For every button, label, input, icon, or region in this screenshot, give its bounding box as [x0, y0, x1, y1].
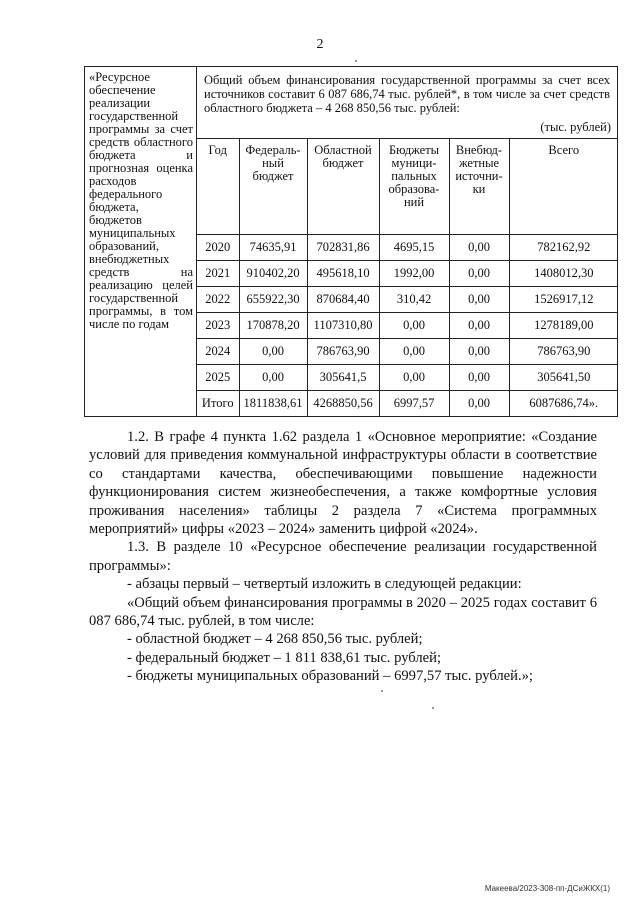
cell-federal: 0,00: [239, 339, 307, 365]
cell-municipal: 6997,57: [379, 391, 449, 417]
cell-federal: 1811838,61: [239, 391, 307, 417]
cell-federal: 74635,91: [239, 235, 307, 261]
footer-reference: Макеева/2023-308-пп-ДСиЖКХ(1): [484, 884, 610, 893]
cell-extrabudgetary: 0,00: [449, 339, 509, 365]
cell-total: 786763,90: [509, 339, 618, 365]
table-header-row: [197, 139, 618, 235]
resource-table: [84, 66, 618, 417]
cell-extrabudgetary: 0,00: [449, 365, 509, 391]
table-row: [197, 287, 618, 313]
cell-total: 6087686,74».: [509, 391, 618, 417]
cell-municipal: 0,00: [379, 313, 449, 339]
list-item-regional: - областной бюджет – 4 268 850,56 тыс. рублей;: [127, 631, 423, 648]
body-text: [89, 428, 597, 686]
scan-dot: [381, 690, 383, 692]
cell-municipal: 4695,15: [379, 235, 449, 261]
list-item-municipal: - бюджеты муниципальных образований – 6997,57 тыс. рублей.»;: [127, 668, 533, 685]
table-row: [197, 261, 618, 287]
financing-summary: Общий объем финансирования государственной программы за счет всех источников составит 6 087 686,74 тыс. рублей*, в том числе за счет средств областного бюджета – 4 268 850,56 тыс. рублей:: [204, 73, 610, 115]
table-total-row: [197, 391, 618, 417]
paragraph-abzacy: - абзацы первый – четвертый изложить в следующей редакции:: [127, 576, 522, 593]
cell-regional: 495618,10: [307, 261, 379, 287]
table-row: [197, 365, 618, 391]
cell-regional: 1107310,80: [307, 313, 379, 339]
cell-year: 2024: [197, 339, 239, 365]
paragraph-1-2: 1.2. В графе 4 пункта 1.62 раздела 1 «Основное мероприятие: «Создание условий для приведения коммунальной инфраструктуры области в соответствие со стандартами качества, обеспечивающими повышение надежности функционирования систем жизнеобеспечения, а также комфортные условия проживания населения» таблицы 2 раздела 7 «Система программных мероприятий» цифры «2023 – 2024» заменить цифрой «2024».: [89, 429, 597, 538]
cell-total: 1526917,12: [509, 287, 618, 313]
header-year: Год: [197, 139, 239, 235]
cell-year: 2022: [197, 287, 239, 313]
cell-extrabudgetary: 0,00: [449, 391, 509, 417]
header-extrabudgetary: Внебюд-жетные источни-ки: [449, 139, 509, 235]
cell-regional: 702831,86: [307, 235, 379, 261]
cell-year: 2020: [197, 235, 239, 261]
financing-table: [197, 138, 618, 416]
cell-total: 782162,92: [509, 235, 618, 261]
header-federal: Федераль-ный бюджет: [239, 139, 307, 235]
scan-dot: [432, 707, 434, 709]
cell-year: 2021: [197, 261, 239, 287]
cell-regional: 4268850,56: [307, 391, 379, 417]
table-row: [197, 235, 618, 261]
cell-municipal: 310,42: [379, 287, 449, 313]
table-right-panel: [197, 67, 618, 417]
cell-regional: 305641,5: [307, 365, 379, 391]
cell-municipal: 0,00: [379, 365, 449, 391]
cell-federal: 170878,20: [239, 313, 307, 339]
list-item-federal: - федеральный бюджет – 1 811 838,61 тыс. рублей;: [127, 649, 441, 666]
table-row: [197, 339, 618, 365]
cell-federal: 910402,20: [239, 261, 307, 287]
cell-municipal: 0,00: [379, 339, 449, 365]
paragraph-1-3: 1.3. В разделе 10 «Ресурсное обеспечение реализации государственной программы»:: [89, 539, 597, 574]
table-left-description: «Ресурсное обеспечение реализации государственной программы за счет средств областного бюджета и прогнозная оценка расходов федерального бюджета, бюджетов муниципальных образований, внебюджетных средств на реализацию целей государственной программы, в том числе по годам: [85, 67, 197, 417]
header-regional: Областной бюджет: [307, 139, 379, 235]
cell-extrabudgetary: 0,00: [449, 261, 509, 287]
cell-total-label: Итого: [197, 391, 239, 417]
table-row: [197, 313, 618, 339]
cell-municipal: 1992,00: [379, 261, 449, 287]
page-number: 2: [316, 37, 324, 52]
cell-extrabudgetary: 0,00: [449, 287, 509, 313]
paragraph-total-financing: «Общий объем финансирования программы в 2020 – 2025 годах составит 6 087 686,74 тыс. рублей, в том числе:: [89, 594, 597, 630]
cell-year: 2023: [197, 313, 239, 339]
cell-year: 2025: [197, 365, 239, 391]
cell-total: 305641,50: [509, 365, 618, 391]
cell-federal: 0,00: [239, 365, 307, 391]
header-municipal: Бюджеты муници-пальных образова-ний: [379, 139, 449, 235]
cell-extrabudgetary: 0,00: [449, 235, 509, 261]
scan-dot: [355, 60, 357, 62]
cell-federal: 655922,30: [239, 287, 307, 313]
header-total: Всего: [509, 139, 618, 235]
cell-regional: 870684,40: [307, 287, 379, 313]
cell-total: 1408012,30: [509, 261, 618, 287]
cell-regional: 786763,90: [307, 339, 379, 365]
unit-label: (тыс. рублей): [540, 120, 611, 134]
cell-extrabudgetary: 0,00: [449, 313, 509, 339]
cell-total: 1278189,00: [509, 313, 618, 339]
